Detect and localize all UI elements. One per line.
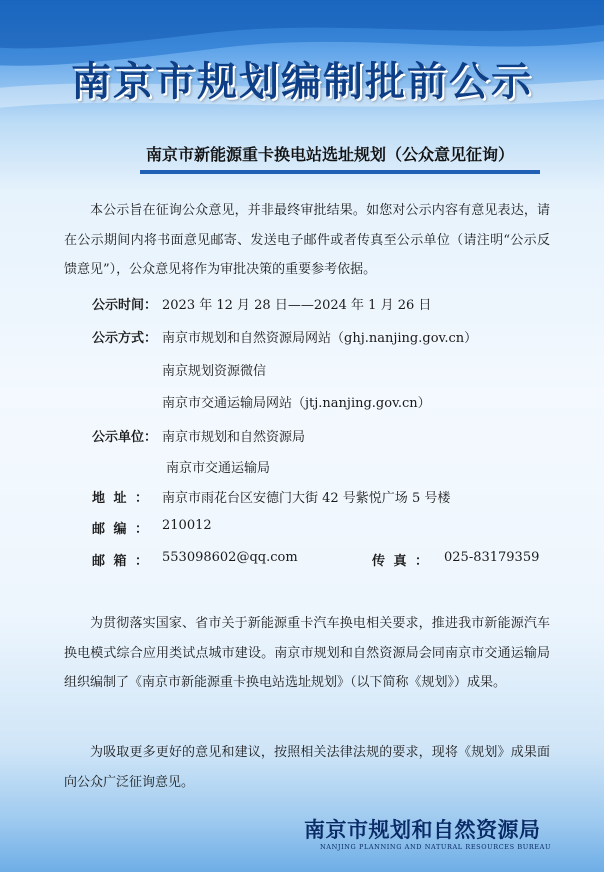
notice-unit-label: 公示单位： xyxy=(92,430,158,445)
address-value: 南京市雨花台区安德门大街 42 号紫悦广场 5 号楼 xyxy=(162,491,451,506)
body-paragraph: 为吸取更多更好的意见和建议，按照相关法律法规的要求，现将《规划》成果面向公众广泛征询意见。 xyxy=(64,745,550,790)
notice-time-label: 公示时间： xyxy=(92,298,158,313)
page-title: 南京市规划编制批前公示 xyxy=(71,59,533,105)
postcode-label: 邮编： xyxy=(92,522,148,537)
email-row xyxy=(92,550,148,569)
postcode-row xyxy=(92,518,148,537)
footer-organization-name: 南京市规划和自然资源局 xyxy=(304,818,541,842)
postcode-value: 210012 xyxy=(162,518,212,533)
notice-time-row xyxy=(92,294,157,313)
address-label: 地址： xyxy=(92,491,148,506)
footer-organization-english: NANJING PLANNING AND NATURAL RESOURCES BUREAU xyxy=(320,843,552,851)
notice-unit-row xyxy=(92,426,157,445)
notice-time-value: 2023 年 12 月 28 日——2024 年 1 月 26 日 xyxy=(162,298,432,313)
notice-method-row xyxy=(92,327,157,346)
subtitle-underline xyxy=(140,170,540,174)
intro-paragraph: 本公示旨在征询公众意见，并非最终审批结果。如您对公示内容有意见表达，请在公示期间内将书面意见邮寄、发送电子邮件或者传真至公示单位（请注明“公示反馈意见”），公众意见将作为审批决策的重要参考依据。 xyxy=(64,203,550,277)
email-label: 邮箱： xyxy=(92,554,148,569)
method-wechat: 南京规划资源微信 xyxy=(162,364,267,379)
email-value[interactable]: 553098602@qq.com xyxy=(162,550,298,565)
notice-method-label: 公示方式： xyxy=(92,331,158,346)
body-paragraph: 为贯彻落实国家、省市关于新能源重卡汽车换电相关要求，推进我市新能源汽车换电模式综合应用类试点城市建设。南京市规划和自然资源局会同南京市交通运输局组织编制了《南京市新能源重卡换电站选址规划》（以下简称《规划》）成果。 xyxy=(64,616,550,690)
fax-row xyxy=(372,550,428,569)
fax-value: 025-83179359 xyxy=(444,550,540,565)
method-ghj-website: 南京市规划和自然资源局网站（ghj.nanjing.gov.cn） xyxy=(162,331,478,346)
document-subtitle: 南京市新能源重卡换电站选址规划（公众意见征询） xyxy=(146,145,515,164)
unit-transport-bureau: 南京市交通运输局 xyxy=(166,461,271,476)
unit-planning-bureau: 南京市规划和自然资源局 xyxy=(162,430,306,445)
fax-label: 传真： xyxy=(372,554,428,569)
address-row xyxy=(92,487,148,506)
method-jtj-website: 南京市交通运输局网站（jtj.nanjing.gov.cn） xyxy=(162,396,431,411)
